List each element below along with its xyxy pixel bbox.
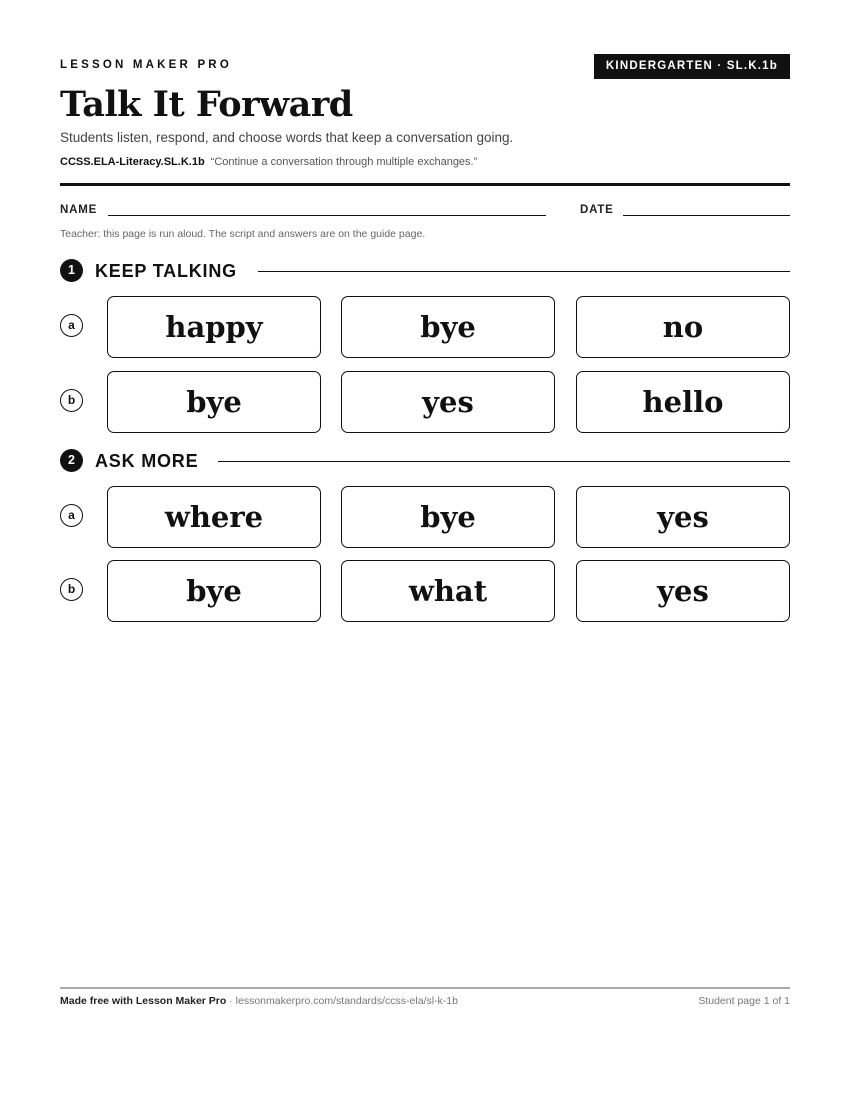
worksheet-page [60,0,790,1100]
word-choice-card[interactable]: what [341,560,555,622]
word-choice-card[interactable]: yes [341,371,555,433]
section-title: ASK MORE [95,449,210,473]
section-rule [218,461,790,462]
page-subtitle: Students listen, respond, and choose words that keep a conversation going. [60,130,514,145]
section-rule [258,271,790,272]
word-choice-card[interactable]: bye [107,371,321,433]
page-title: Talk It Forward [60,84,353,125]
row-letter-badge: a [60,314,83,337]
standard-code: CCSS.ELA-Literacy.SL.K.1b [60,156,205,168]
word-choice-card[interactable]: hello [576,371,790,433]
grade-badge: KINDERGARTEN · SL.K.1b [594,54,790,79]
standard-text: “Continue a conversation through multiple exchanges.” [210,156,478,168]
footer-made-with: Made free with Lesson Maker Pro [60,995,227,1007]
section-number-badge: 2 [60,449,83,472]
word-choice-card[interactable]: happy [107,296,321,358]
footer-page-number: Student page 1 of 1 [698,995,790,1007]
teacher-note: Teacher: this page is run aloud. The script and answers are on the guide page. [60,228,426,240]
name-field[interactable] [108,215,546,216]
section-ask-more [60,449,790,473]
word-choice-card[interactable]: yes [576,560,790,622]
row-letter-badge: b [60,389,83,412]
question-row [60,296,790,358]
footer-separator: · [226,995,236,1007]
footer-url-link[interactable]: lessonmakerpro.com/standards/ccss-ela/sl-k-1b [235,995,458,1007]
footer-divider [60,987,790,989]
word-choice-card[interactable]: bye [341,296,555,358]
row-letter-badge: a [60,504,83,527]
question-row [60,560,790,622]
brand-name: LESSON MAKER PRO [60,59,232,71]
word-choice-card[interactable]: bye [107,560,321,622]
date-field[interactable] [623,215,790,216]
word-choice-card[interactable]: bye [341,486,555,548]
section-keep-talking [60,259,790,283]
section-title: KEEP TALKING [95,259,249,283]
word-choice-card[interactable]: no [576,296,790,358]
footer-credit [60,995,458,1007]
date-label: DATE [580,204,614,216]
standard-line [60,156,477,168]
question-row [60,486,790,548]
word-choice-card[interactable]: yes [576,486,790,548]
section-number-badge: 1 [60,259,83,282]
name-label: NAME [60,204,98,216]
header-divider [60,183,790,186]
row-letter-badge: b [60,578,83,601]
word-choice-card[interactable]: where [107,486,321,548]
question-row [60,371,790,433]
